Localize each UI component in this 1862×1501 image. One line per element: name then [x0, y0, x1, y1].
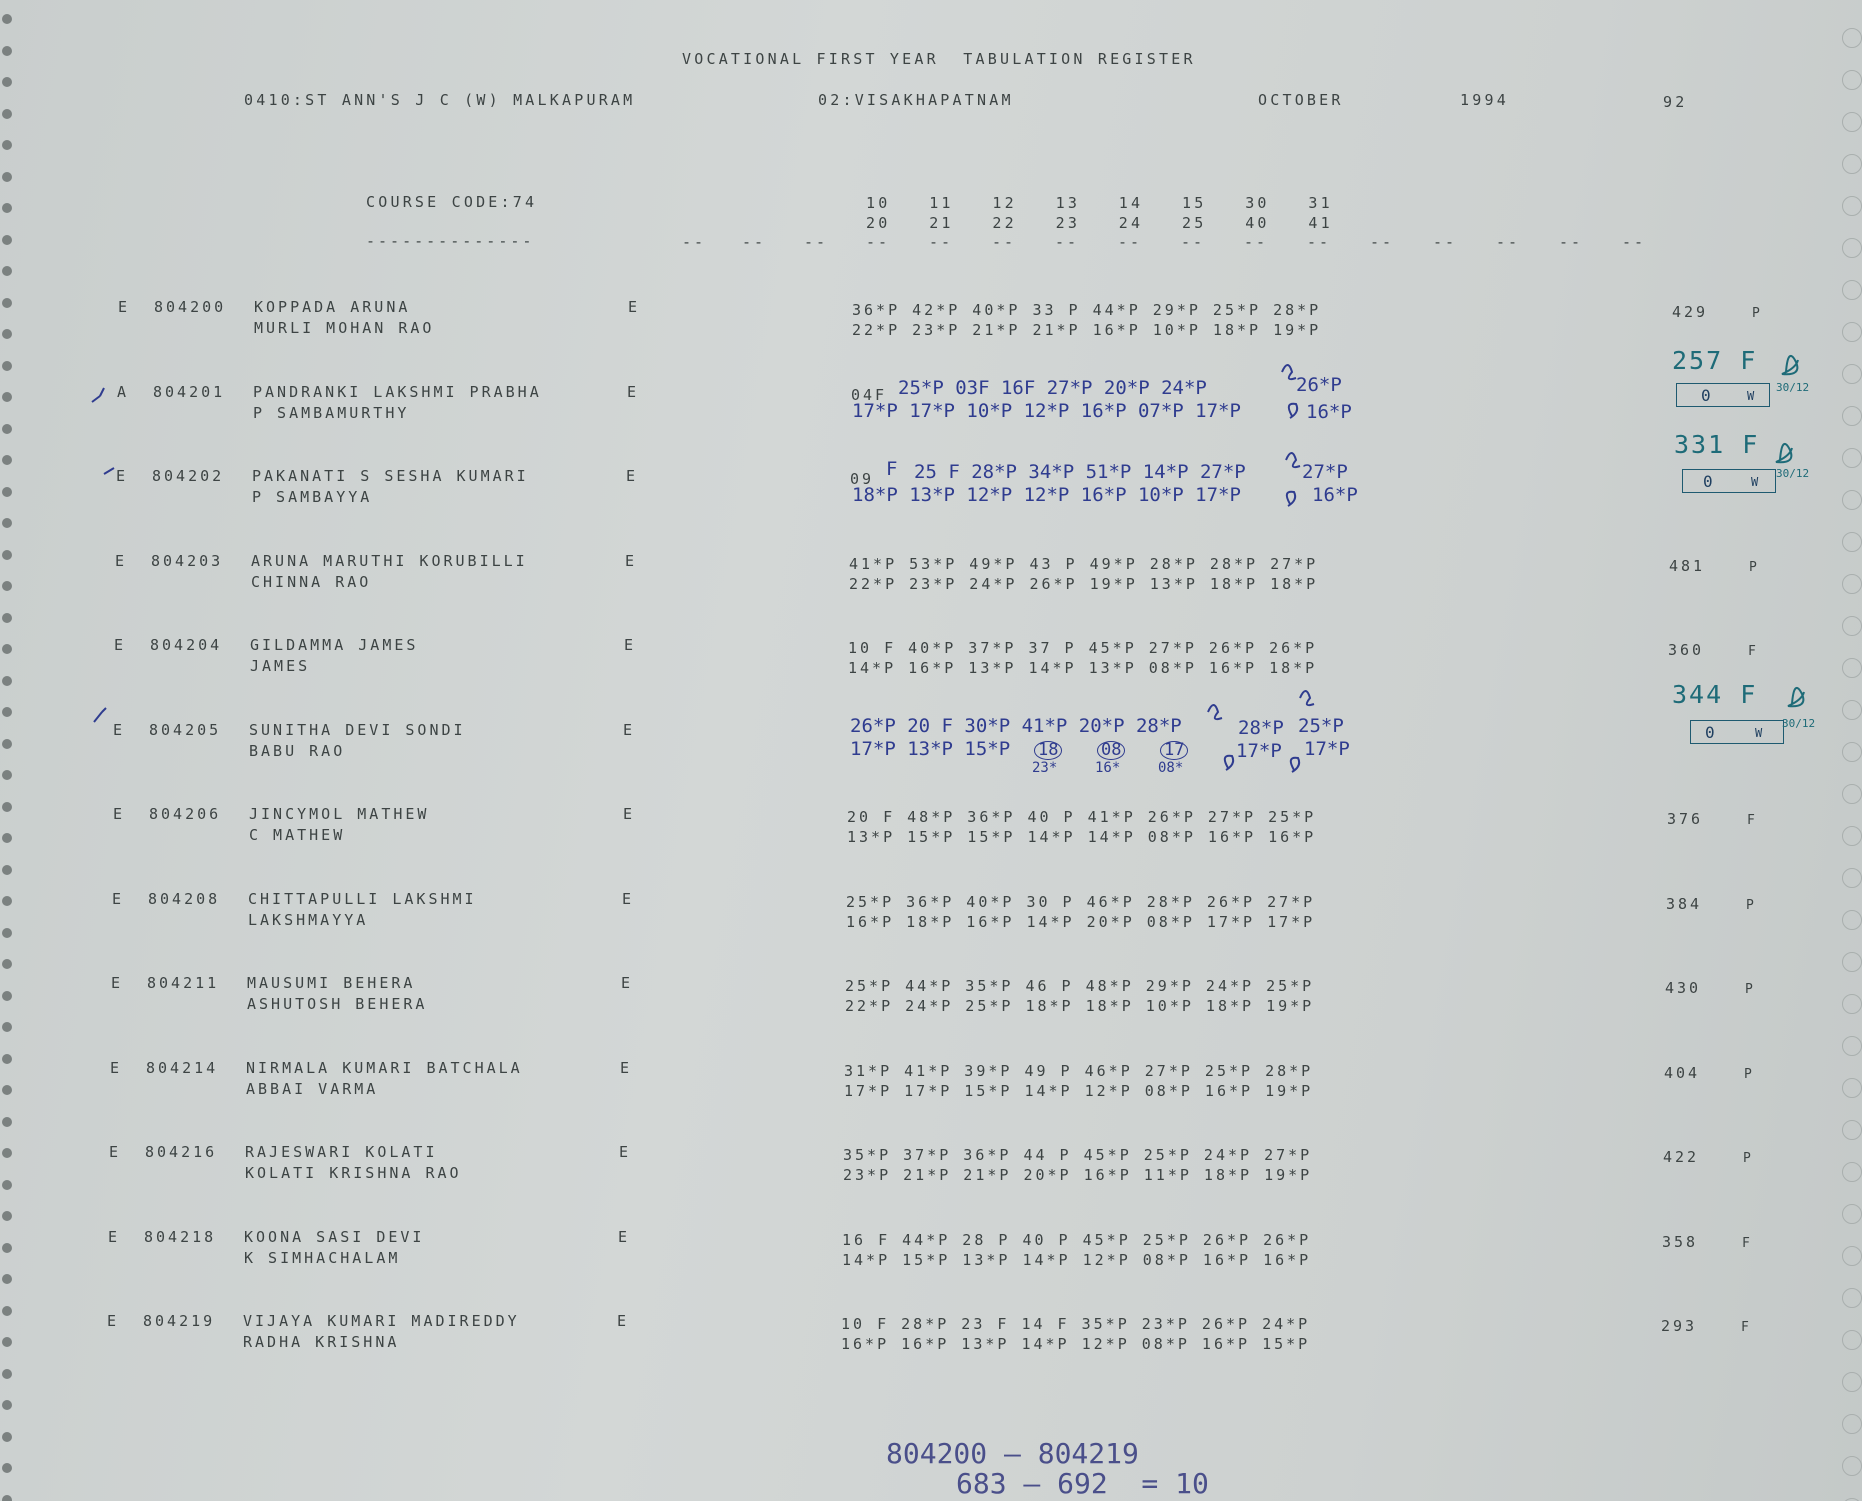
- result-grade: F: [1741, 1320, 1752, 1335]
- medium-code: E: [625, 551, 638, 570]
- hw-total-result: 257 F: [1672, 346, 1758, 375]
- subject-code-top: 12: [992, 194, 1017, 212]
- marks-line-1: 10 F 40*P 37*P 37 P 45*P 27*P 26*P 26*P: [848, 639, 1318, 657]
- hw-date: 30/12: [1776, 381, 1810, 394]
- column-dash: --: [804, 233, 829, 251]
- subject-code-top: 30: [1245, 194, 1270, 212]
- student-type-code: E: [109, 1143, 122, 1161]
- subject-code-top: 13: [1055, 194, 1081, 212]
- roll-number: 804214: [146, 1058, 219, 1077]
- hw-replacement-mark: 08*: [1158, 760, 1184, 776]
- marks-line-2: 22*P 23*P 24*P 26*P 19*P 13*P 18*P 18*P: [849, 574, 1319, 593]
- student-type-code: E: [115, 551, 128, 570]
- result-grade: P: [1744, 1066, 1755, 1082]
- parent-name: RADHA KRISHNA: [243, 1333, 400, 1351]
- register-title: VOCATIONAL FIRST YEAR TABULATION REGISTER: [682, 50, 1196, 68]
- hw-box-code: W: [1751, 475, 1759, 489]
- student-type-code: A: [117, 382, 130, 401]
- subject-code-bottom: 22: [992, 214, 1017, 232]
- column-dash: --: [1181, 233, 1206, 251]
- student-name: PANDRANKI LAKSHMI PRABHA: [253, 382, 542, 401]
- subject-code-bottom: 21: [929, 214, 954, 232]
- marks-line-2: 13*P 15*P 15*P 14*P 14*P 08*P 16*P 16*P: [847, 828, 1317, 846]
- parent-name: MURLI MOHAN RAO: [254, 319, 435, 337]
- exam-year: 1994: [1460, 91, 1509, 109]
- hw-marks-line2-extra: 16*P: [1306, 401, 1352, 423]
- roll-number: 804218: [144, 1227, 217, 1246]
- medium-code: E: [623, 720, 636, 739]
- subject-code-bottom: 41: [1308, 214, 1333, 232]
- hw-marks-line1-extra2: 25*P: [1298, 715, 1344, 737]
- column-dash: --: [682, 233, 707, 251]
- marks-line-1: 25*P 36*P 40*P 30 P 46*P 28*P 26*P 27*P: [846, 892, 1316, 911]
- hw-marks-line1-grade: F: [886, 458, 898, 480]
- marks-line-2: 23*P 21*P 21*P 20*P 16*P 11*P 18*P 19*P: [843, 1166, 1313, 1184]
- student-name: PAKANATI S SESHA KUMARI: [252, 467, 529, 485]
- total-marks: 422: [1663, 1148, 1700, 1166]
- result-grade: P: [1745, 982, 1756, 997]
- medium-code: E: [624, 636, 637, 654]
- medium-code: E: [623, 805, 636, 823]
- subject-code-top: 14: [1118, 194, 1144, 212]
- student-name: KOPPADA ARUNA: [254, 298, 411, 316]
- column-dash: --: [866, 233, 891, 251]
- total-marks: 430: [1665, 979, 1702, 997]
- student-type-code: E: [107, 1312, 120, 1330]
- student-type-code: E: [118, 298, 131, 316]
- district-name: 02:VISAKHAPATNAM: [818, 91, 1014, 109]
- marks-line-2: 14*P 15*P 13*P 14*P 12*P 08*P 16*P 16*P: [842, 1250, 1312, 1269]
- subject-code-bottom: 20: [866, 214, 891, 232]
- hw-total-result: 331 F: [1674, 430, 1760, 459]
- hw-box-code: W: [1755, 726, 1763, 740]
- student-type-code: E: [112, 889, 125, 908]
- column-dash: --: [1433, 233, 1458, 251]
- hw-circled-mark: 17: [1160, 741, 1188, 760]
- student-name: CHITTAPULLI LAKSHMI: [248, 889, 477, 908]
- result-grade: F: [1748, 644, 1759, 659]
- course-code-underline: --------------: [366, 232, 535, 250]
- marks-line-2: 16*P 18*P 16*P 14*P 20*P 08*P 17*P 17*P: [846, 912, 1316, 931]
- roll-number: 804219: [143, 1312, 216, 1330]
- subject-code-bottom: 23: [1055, 214, 1081, 232]
- student-name: NIRMALA KUMARI BATCHALA: [246, 1058, 523, 1077]
- student-type-code: E: [113, 805, 126, 823]
- column-dash: --: [1559, 233, 1584, 251]
- marks-line-1: 04F: [851, 385, 888, 404]
- total-marks: 384: [1666, 894, 1703, 913]
- student-name: MAUSUMI BEHERA: [247, 974, 416, 992]
- hw-box-code: W: [1747, 389, 1755, 403]
- student-name: SUNITHA DEVI SONDI: [249, 720, 466, 739]
- medium-code: E: [621, 974, 634, 992]
- hw-circled-mark: 18: [1034, 741, 1062, 760]
- column-dash: --: [1244, 233, 1269, 251]
- hw-date: 30/12: [1776, 467, 1810, 480]
- hw-footer-roll-range: 804200 — 804219: [886, 1437, 1139, 1470]
- hw-footer-count: 683 — 692 = 10: [956, 1467, 1209, 1500]
- column-dash: --: [1622, 233, 1647, 251]
- column-dash: --: [1055, 233, 1080, 251]
- hw-marks-line1-extra: 26*P: [1296, 374, 1342, 396]
- column-dash: --: [742, 233, 767, 251]
- marks-line-1: 35*P 37*P 36*P 44 P 45*P 25*P 24*P 27*P: [843, 1146, 1313, 1164]
- marks-line-2: 14*P 16*P 13*P 14*P 13*P 08*P 16*P 18*P: [848, 659, 1318, 677]
- result-grade: P: [1746, 897, 1757, 913]
- student-name: GILDAMMA JAMES: [250, 636, 419, 654]
- subject-code-top: 31: [1308, 194, 1333, 212]
- medium-code: E: [618, 1227, 631, 1246]
- column-dash: --: [992, 233, 1017, 251]
- total-marks: 360: [1668, 641, 1705, 659]
- parent-name: CHINNA RAO: [251, 572, 372, 591]
- hw-circled-mark: 08: [1097, 741, 1125, 760]
- marks-line-1: 41*P 53*P 49*P 43 P 49*P 28*P 28*P 27*P: [849, 554, 1319, 573]
- roll-number: 804201: [153, 382, 226, 401]
- hw-marks-line1-extra: 28*P: [1238, 717, 1284, 739]
- hw-box-value: 0: [1701, 386, 1711, 405]
- subject-code-top: 15: [1182, 194, 1207, 212]
- result-grade: P: [1752, 306, 1763, 321]
- total-marks: 404: [1664, 1063, 1701, 1082]
- student-name: RAJESWARI KOLATI: [245, 1143, 438, 1161]
- parent-name: P SAMBAYYA: [252, 488, 373, 506]
- hw-date: 30/12: [1782, 717, 1816, 730]
- subject-code-top: 11: [929, 194, 954, 212]
- student-type-code: E: [108, 1227, 121, 1246]
- roll-number: 804202: [152, 467, 225, 485]
- result-grade: P: [1749, 559, 1760, 575]
- student-type-code: E: [111, 974, 124, 992]
- hw-marks-line2-rest: 17*P: [1236, 740, 1282, 762]
- page-number: 92: [1663, 93, 1688, 111]
- parent-name: JAMES: [250, 657, 311, 675]
- hw-replacement-mark: 16*: [1095, 760, 1121, 776]
- parent-name: BABU RAO: [249, 741, 346, 760]
- student-name: JINCYMOL MATHEW: [249, 805, 430, 823]
- hw-marks-line2: 17*P 13*P 15*P: [850, 738, 1011, 760]
- marks-line-1: 25*P 44*P 35*P 46 P 48*P 29*P 24*P 25*P: [845, 977, 1315, 995]
- marks-line-2: 22*P 23*P 21*P 21*P 16*P 10*P 18*P 19*P: [852, 321, 1322, 339]
- result-grade: P: [1743, 1151, 1754, 1166]
- course-code: COURSE CODE:74: [366, 193, 538, 211]
- hw-marks-line2: 17*P 17*P 10*P 12*P 16*P 07*P 17*P: [852, 400, 1241, 422]
- marks-line-1: 31*P 41*P 39*P 49 P 46*P 27*P 25*P 28*P: [844, 1061, 1314, 1080]
- hw-marks-line1: 25*P 03F 16F 27*P 20*P 24*P: [898, 377, 1207, 399]
- hw-marks-line1-extra: 27*P: [1302, 461, 1348, 483]
- medium-code: E: [628, 298, 641, 316]
- roll-number: 804205: [149, 720, 222, 739]
- roll-number: 804216: [145, 1143, 218, 1161]
- marks-line-1: 10 F 28*P 23 F 14 F 35*P 23*P 26*P 24*P: [841, 1315, 1311, 1333]
- subject-code-bottom: 25: [1182, 214, 1207, 232]
- student-type-code: E: [114, 636, 127, 654]
- marks-line-1: 36*P 42*P 40*P 33 P 44*P 29*P 25*P 28*P: [852, 301, 1322, 319]
- exam-month: OCTOBER: [1258, 91, 1344, 109]
- roll-number: 804204: [150, 636, 223, 654]
- student-name: VIJAYA KUMARI MADIREDDY: [243, 1312, 520, 1330]
- student-type-code: E: [110, 1058, 123, 1077]
- result-grade: F: [1742, 1235, 1753, 1251]
- hw-marks-line1: 25 F 28*P 34*P 51*P 14*P 27*P: [914, 461, 1246, 483]
- marks-line-1: 09: [850, 470, 875, 488]
- marks-line-2: 22*P 24*P 25*P 18*P 18*P 10*P 18*P 19*P: [845, 997, 1315, 1015]
- marks-line-2: 17*P 17*P 15*P 14*P 12*P 08*P 16*P 19*P: [844, 1081, 1314, 1100]
- total-marks: 376: [1667, 810, 1704, 828]
- hw-box-value: 0: [1705, 723, 1715, 742]
- college-name: 0410:ST ANN'S J C (W) MALKAPURAM: [244, 91, 636, 109]
- medium-code: E: [617, 1312, 630, 1330]
- hw-marks-line2-extra: 17*P: [1304, 738, 1350, 760]
- hw-marks-line2-extra: 16*P: [1312, 484, 1358, 506]
- roll-number: 804206: [149, 805, 222, 823]
- marks-line-1: 16 F 44*P 28 P 40 P 45*P 25*P 26*P 26*P: [842, 1230, 1312, 1249]
- hw-marks-line1: 26*P 20 F 30*P 41*P 20*P 28*P: [850, 715, 1182, 737]
- medium-code: E: [622, 889, 635, 908]
- roll-number: 804200: [154, 298, 227, 316]
- roll-number: 804203: [151, 551, 224, 570]
- student-type-code: E: [116, 467, 129, 485]
- roll-number: 804211: [147, 974, 220, 992]
- parent-name: K SIMHACHALAM: [244, 1248, 401, 1267]
- hw-box-value: 0: [1703, 472, 1713, 491]
- hw-marks-line2: 18*P 13*P 12*P 12*P 16*P 10*P 17*P: [852, 484, 1241, 506]
- parent-name: LAKSHMAYYA: [248, 910, 369, 929]
- parent-name: P SAMBAMURTHY: [253, 403, 410, 422]
- subject-code-bottom: 24: [1118, 214, 1144, 232]
- medium-code: E: [627, 382, 640, 401]
- hw-total-result: 344 F: [1672, 680, 1758, 709]
- column-dash: --: [1307, 233, 1332, 251]
- marks-line-2: 16*P 16*P 13*P 14*P 12*P 08*P 16*P 15*P: [841, 1335, 1311, 1353]
- total-marks: 293: [1661, 1317, 1698, 1335]
- student-type-code: E: [113, 720, 126, 739]
- student-name: ARUNA MARUTHI KORUBILLI: [251, 551, 528, 570]
- student-name: KOONA SASI DEVI: [244, 1227, 425, 1246]
- medium-code: E: [619, 1143, 632, 1161]
- roll-number: 804208: [148, 889, 221, 908]
- result-grade: F: [1747, 813, 1758, 828]
- column-dash: --: [929, 233, 954, 251]
- medium-code: E: [626, 467, 639, 485]
- total-marks: 358: [1662, 1232, 1699, 1251]
- column-dash: --: [1370, 233, 1395, 251]
- parent-name: KOLATI KRISHNA RAO: [245, 1164, 462, 1182]
- parent-name: ASHUTOSH BEHERA: [247, 995, 428, 1013]
- column-dash: --: [1118, 233, 1143, 251]
- subject-code-bottom: 40: [1245, 214, 1270, 232]
- subject-code-top: 10: [866, 194, 891, 212]
- medium-code: E: [620, 1058, 633, 1077]
- parent-name: C MATHEW: [249, 826, 346, 844]
- hw-replacement-mark: 23*: [1032, 760, 1058, 776]
- parent-name: ABBAI VARMA: [246, 1079, 379, 1098]
- marks-line-1: 20 F 48*P 36*P 40 P 41*P 26*P 27*P 25*P: [847, 808, 1317, 826]
- total-marks: 429: [1672, 303, 1709, 321]
- total-marks: 481: [1669, 556, 1706, 575]
- column-dash: --: [1496, 233, 1521, 251]
